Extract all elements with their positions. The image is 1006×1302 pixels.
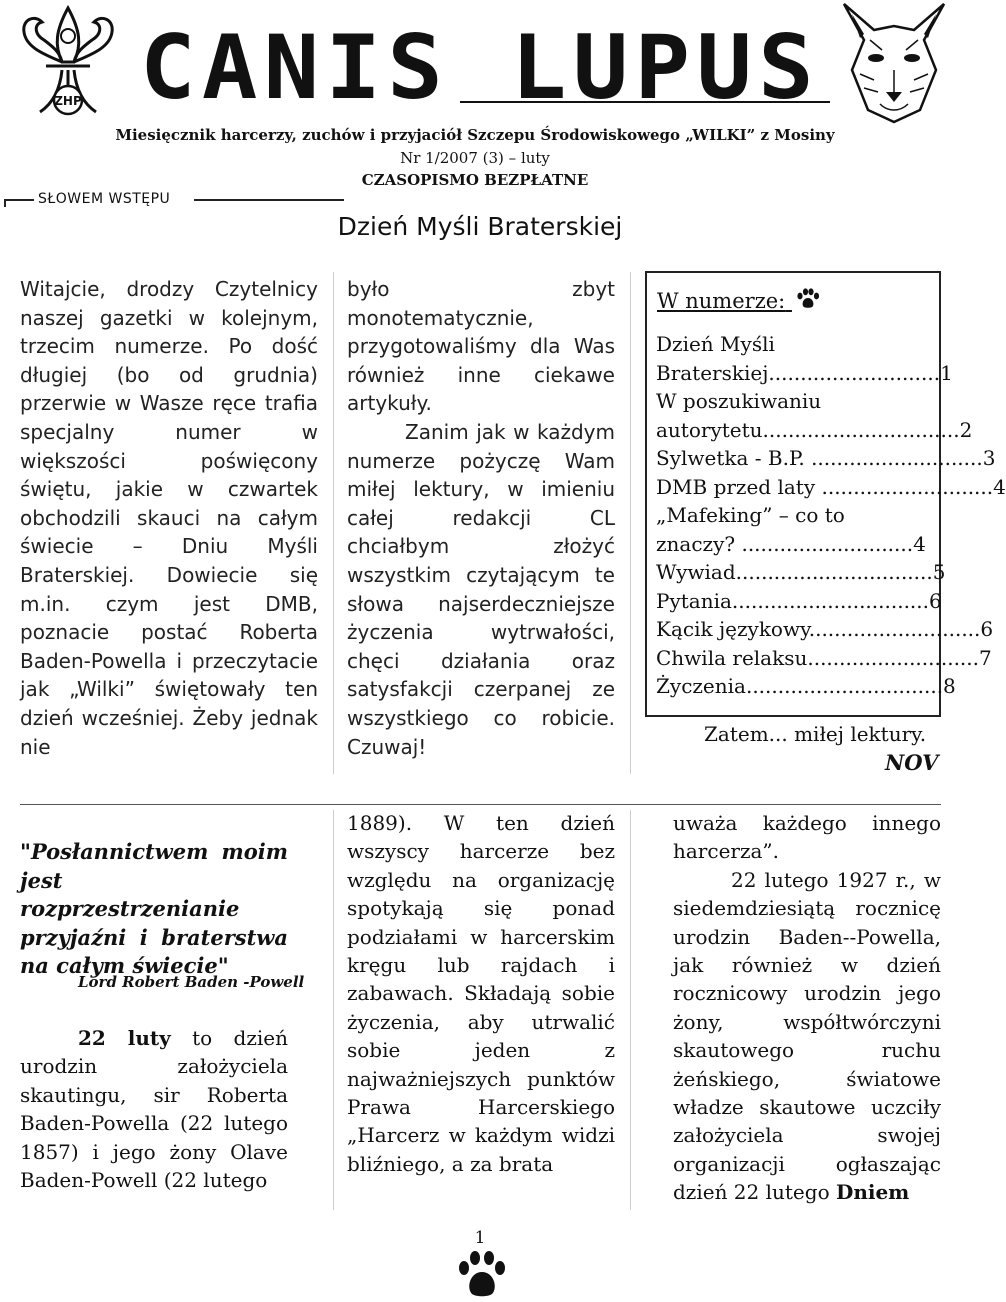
toc-item[interactable]: Chwila relaksu...........................7 [656, 645, 992, 670]
zhp-badge-text: ZHP [54, 94, 82, 108]
page-headline: Dzień Myśli Braterskiej [337, 212, 623, 241]
toc-item[interactable]: „Mafeking” – co to [656, 503, 845, 527]
toc-item[interactable]: Dzień Myśli [656, 332, 775, 356]
article-text: uważa każdego innego harcerza”. [673, 811, 941, 864]
toc-item[interactable]: Pytania...............................6 [656, 588, 942, 613]
section-label: SŁOWEM WSTĘPU [38, 191, 171, 207]
masthead-title-text: CANIS LUPUS [140, 16, 820, 119]
toc-item[interactable]: Życzenia...............................8 [656, 674, 956, 698]
paw-print-icon [796, 288, 820, 310]
article-column-3 [673, 809, 941, 1207]
toc-item[interactable]: W poszukiwaniu [656, 389, 822, 413]
free-magazine-label: CZASOPISMO BEZPŁATNE [361, 171, 589, 189]
toc-item[interactable]: Sylwetka - B.P. ...........................3 [656, 446, 996, 470]
intro-paragraph: było zbyt monotematycznie, przygotowaliśmy dla Was również inne ciekawe artykuły. [347, 277, 615, 416]
toc-item[interactable]: znaczy? ...........................4 [656, 531, 926, 556]
section-rule-left-drop [4, 199, 6, 207]
publication-description: Miesięcznik harcerzy, zuchów i przyjaciół Szczepu Środowiskowego „WILKI” z Mosiny [115, 126, 835, 144]
article-text: , w siedemdziesiątą rocznicę urodzin Baden--Powella, jak również w dzień rocznicowy urodzin jego żony, współtwórczyni skautowego ruchu żeńskiego, światowe władze skautowe uczciły założyciela swojej organizacji ogłaszając dzień 22 lutego [673, 867, 941, 1205]
toc-heading [657, 288, 820, 313]
article-column-1 [20, 1024, 288, 1194]
article-emphasis: Dniem [835, 1180, 910, 1205]
article-column-2 [347, 809, 615, 1178]
toc-closing: Zatem... miłej lektury. [704, 722, 927, 746]
article-date: 22 lutego 1927 r. [731, 867, 910, 892]
column-divider [630, 810, 631, 1210]
article-text: to dzień urodzin założyciela skautingu, sir Roberta Baden-Powella (22 lutego 1857) i jego żony Olave Baden-Powell (22 lutego [20, 1026, 288, 1193]
column-divider [630, 272, 631, 774]
page-number: 1 [474, 1228, 486, 1248]
quote-author: Lord Robert Baden -Powell [78, 973, 305, 991]
intro-paragraph: Zanim jak w każdym numerze pożyczę Wam miłej lektury, w imieniu całej redakcji CL chciałbym złożyć wszystkim czytającym te słowa najserdeczniejsze życzenia wytrwałości, chęci działania oraz satysfakcji czerpanej ze wszystkiego co robicie. Czuwaj! [347, 419, 615, 759]
masthead-title [130, 10, 830, 125]
toc-item[interactable]: DMB przed laty ...........................4 [656, 474, 1006, 499]
toc-heading-text: W numerze: [657, 289, 786, 313]
intro-column-1 [20, 275, 318, 761]
section-rule-right [194, 199, 344, 201]
intro-paragraph: Witajcie, drodzy Czytelnicy naszej gazetki w kolejnym, trzecim numerze. Po dość długiej (bo od grudnia) przerwie w Wasze ręce trafia specjalny numer w większości poświęcony świętu, jakie w czwartek obchodzili skauci na całym świecie – Dniu Myśli Braterskiej. Dowiecie się m.in. czym jest DMB, poznacie postać Roberta Baden-Powella i przeczytacie jak „Wilki” świętowały ten dzień wcześniej. Żeby jednak nie [20, 277, 318, 759]
column-divider [333, 272, 334, 774]
section-rule-left [4, 199, 34, 201]
toc-item[interactable]: Braterskiej...........................1 [656, 360, 953, 385]
column-divider [333, 810, 334, 1210]
toc-list [656, 330, 1006, 701]
wolf-head-illustration [830, 0, 958, 125]
baden-powell-quote: "Posłannictwem moim jest rozprzestrzenianie przyjaźni i braterstwa na całym świecie" [20, 839, 288, 978]
author-signature: NOV [885, 750, 939, 775]
date-emphasis: 22 luty [78, 1026, 171, 1050]
zhp-fleur-de-lis-logo [16, 0, 121, 128]
toc-item[interactable]: Kącik językowy...........................6 [656, 617, 994, 641]
section-separator [20, 804, 941, 805]
article-text: 1889). W ten dzień wszyscy harcerze bez względu na organizację spotykają się ponad podziałami w harcerskim kręgu lub rajdach i zabawach. Składają sobie życzenia, aby utrwalić sobie jeden z najważniejszych punktów Prawa Harcerskiego „Harcerz w każdym widzi bliźniego, a za brata [347, 811, 615, 1176]
paw-print-icon [456, 1248, 508, 1300]
issue-number: Nr 1/2007 (3) – luty [400, 149, 550, 167]
toc-item[interactable]: autorytetu...............................2 [656, 417, 973, 442]
toc-item[interactable]: Wywiad...............................5 [656, 560, 946, 584]
intro-column-2 [347, 275, 615, 761]
